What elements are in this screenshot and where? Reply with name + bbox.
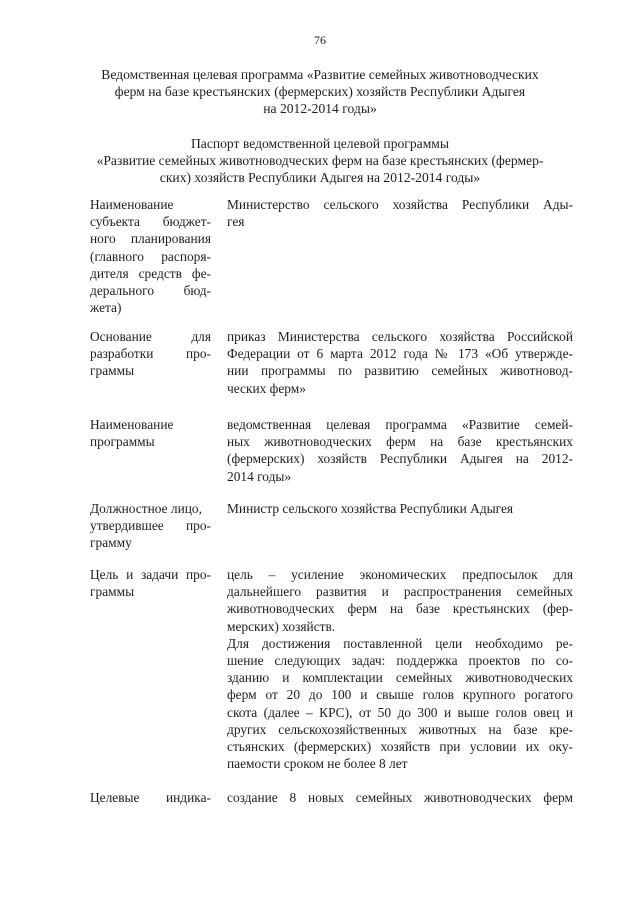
label-line: Должностное лицо, xyxy=(90,501,202,516)
value-line: ведомственная целевая программа «Развитие семей- xyxy=(227,417,573,432)
label-line: Основание для xyxy=(90,329,211,344)
value-line: животноводческих ферм на базе крестьянских (фер- xyxy=(227,601,573,617)
label-line: дителя средств фе- xyxy=(90,265,211,281)
value-line: ческих ферм» xyxy=(227,380,306,396)
value-line: Федерации от 6 марта 2012 года № 173 «Об утвержде- xyxy=(227,346,573,362)
label-line: Целевые индика- xyxy=(90,790,211,805)
label-line: граммы xyxy=(90,363,135,379)
value-line: приказ Министерства сельского хозяйства Российской xyxy=(227,329,573,344)
label-line: Цель и задачи про- xyxy=(90,567,211,582)
value-line: Министерство сельского хозяйства Республики Ады- xyxy=(227,197,573,212)
document-title-line: на 2012-2014 годы» xyxy=(263,101,377,116)
row-value xyxy=(227,566,573,772)
row-label xyxy=(90,328,211,380)
value-line: нии программы по развитию семейных животновод- xyxy=(227,363,573,379)
value-line: цель – усиление экономических предпосылок для xyxy=(227,567,573,582)
value-line: 2014 годы» xyxy=(227,468,292,484)
row-value xyxy=(227,789,573,806)
passport-title-line: «Развитие семейных животноводческих ферм на базе крестьянских (фермер- xyxy=(96,153,544,168)
value-line: скота (далее – КРС), от 50 до 300 и выше голов овец и xyxy=(227,704,573,720)
label-line: утвердившее про- xyxy=(90,518,211,534)
value-line: Министр сельского хозяйства Республики Адыгея xyxy=(227,501,514,516)
value-line: ферм от 20 до 100 и свыше голов крупного рогатого xyxy=(227,687,573,703)
value-line: ных животноводческих ферм на базе крестьянских xyxy=(227,434,573,450)
value-line: шение следующих задач: поддержка проектов по со- xyxy=(227,652,573,668)
document-title-line: Ведомственная целевая программа «Развитие семейных животноводческих xyxy=(101,67,539,82)
row-label xyxy=(90,196,211,316)
row-label xyxy=(90,416,211,450)
label-line: Наименование xyxy=(90,197,174,212)
value-line: стьянских (фермерских) хозяйств при условии их оку- xyxy=(227,738,573,754)
value-line: других сельскохозяйственных животных на базе кре- xyxy=(227,721,573,737)
value-line: мерских) хозяйств. xyxy=(227,618,336,634)
label-line: ного планирования xyxy=(90,231,211,247)
passport-title-line: ских) хозяйств Республики Адыгея на 2012-2014 годы» xyxy=(159,170,481,185)
value-line: паемости сроком не более 8 лет xyxy=(227,756,408,772)
label-line: субъекта бюджет- xyxy=(90,214,211,230)
document-title xyxy=(80,66,560,117)
value-line: создание 8 новых семейных животноводческих ферм xyxy=(227,790,573,805)
row-value xyxy=(227,416,573,485)
label-line: разработки про- xyxy=(90,346,211,362)
label-line: Наименование xyxy=(90,417,174,432)
label-line: граммы xyxy=(90,584,135,600)
row-label xyxy=(90,789,211,806)
value-line: дальнейшего развития и распространения семейных xyxy=(227,584,573,600)
value-line: Для достижения поставленной цели необходимо ре- xyxy=(227,635,573,651)
value-line: зданию и комплектации семейных животноводческих xyxy=(227,670,573,686)
row-label xyxy=(90,500,211,552)
value-line: (фермерских) хозяйств Республики Адыгея на 2012- xyxy=(227,451,573,467)
label-line: дерального бюд- xyxy=(90,282,211,298)
value-line: гея xyxy=(227,214,245,230)
row-value xyxy=(227,196,573,230)
row-value xyxy=(227,328,573,397)
document-title-line: ферм на базе крестьянских (фермерских) хозяйств Республики Адыгея xyxy=(114,84,526,99)
passport-title xyxy=(70,135,570,186)
row-label xyxy=(90,566,211,600)
label-line: грамму xyxy=(90,535,132,551)
page-number: 76 xyxy=(314,33,326,47)
label-line: программы xyxy=(90,434,155,450)
row-value xyxy=(227,500,573,517)
passport-title-line: Паспорт ведомственной целевой программы xyxy=(190,136,450,151)
label-line: жета) xyxy=(90,300,122,316)
label-line: (главного распоря- xyxy=(90,248,211,264)
